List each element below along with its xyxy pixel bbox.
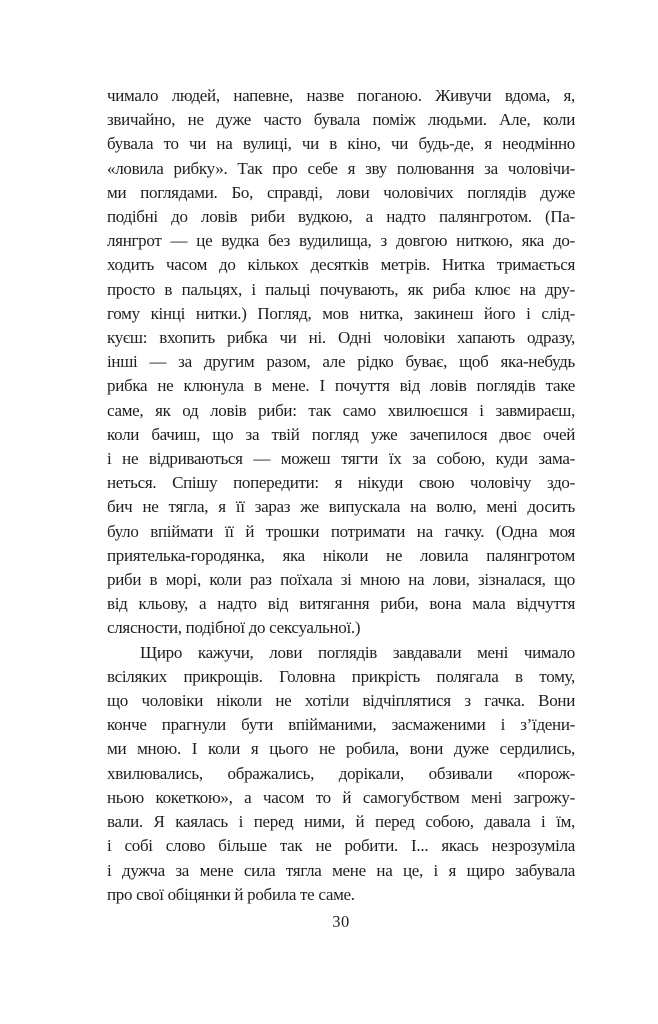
text-line: куєш: вхопить рибка чи ні. Одні чоловіки хапають одразу, — [107, 328, 575, 348]
text-line: було впіймати її й трошки потримати на гачку. (Одна моя — [107, 521, 575, 541]
text-line: всіляких прикрощів. Головна прикрість полягала в тому, — [107, 666, 575, 686]
text-line: ми поглядами. Бо, справді, лови чоловічих поглядів дуже — [107, 182, 575, 202]
text-line: саме, як од ловів риби: так само хвилюєшся і завмираєш, — [107, 400, 575, 420]
text-line: приятелька-городянка, яка ніколи не ловила палянгротом — [107, 545, 575, 565]
paragraph — [107, 641, 575, 907]
text-line: просто в пальцях, і пальці почувають, як риба клює на дру- — [107, 279, 575, 299]
text-line: Щиро кажучи, лови поглядів завдавали мені чимало — [140, 642, 575, 662]
text-line: лянгрот — це вудка без вудилища, з довгою ниткою, яка до- — [107, 231, 575, 251]
text-line: неться. Спішу попередити: я нікуди свою чоловічу здо- — [107, 473, 575, 493]
text-line: бич не тягла, я її зараз же випускала на волю, мені досить — [107, 497, 575, 517]
text-line: коли бачиш, що за твій погляд уже зачепилося двоє очей — [107, 424, 575, 444]
text-line: «ловила рибку». Так про себе я зву полювання за чоловічи- — [107, 158, 575, 178]
text-line: від кльову, а надто від витягання риби, вона мала відчуття — [107, 594, 575, 614]
text-line: і не відриваються — можеш тягти їх за собою, куди зама- — [107, 449, 575, 469]
text-line: звичайно, не дуже часто бувала поміж людьми. Але, коли — [107, 110, 575, 130]
text-line: подібні до ловів риби вудкою, а надто палянгротом. (Па- — [107, 207, 575, 227]
text-line: про свої обіцянки й робила те саме. — [107, 884, 355, 904]
text-line: і собі слово більше так не робити. І... якась незрозуміла — [107, 836, 575, 856]
text-line: конче прагнули бути впійманими, засмаженими і з’їдени- — [107, 715, 575, 735]
text-line: чимало людей, напевне, назве поганою. Живучи вдома, я, — [107, 86, 575, 105]
text-line: що чоловіки ніколи не хотіли відчіплятися з гачка. Вони — [107, 691, 575, 711]
paragraph — [107, 84, 575, 641]
text-line: хвилювались, ображались, дорікали, обзивали «порож- — [107, 763, 575, 783]
text-line: ходить часом до кількох десятків метрів. Нитка тримається — [107, 255, 575, 275]
text-line: бувала то чи на вулиці, чи в кіно, чи будь-де, я неодмінно — [107, 134, 575, 154]
text-line: ньою кокеткою», а часом то й самогубством мені загрожу- — [107, 787, 575, 807]
text-line: вали. Я каялась і перед ними, й перед собою, давала і їм, — [107, 812, 575, 832]
text-line: слясности, подібної до сексуальної.) — [107, 618, 361, 638]
text-line: риби в морі, коли раз поїхала зі мною на лови, зізналася, що — [107, 570, 575, 590]
text-line: рибка не клюнула в мене. І почуття від ловів поглядів таке — [107, 376, 575, 396]
text-line: і дужча за мене сила тягла мене на це, і я щиро забувала — [107, 860, 575, 880]
text-line: гому кінці нитки.) Погляд, мов нитка, закинеш його і слід- — [107, 303, 575, 323]
text-line: ми мною. І коли я цього не робила, вони дуже сердились, — [107, 739, 575, 759]
text-line: інші — за другим разом, але рідко буває, щоб яка-небудь — [107, 352, 575, 372]
page-text — [107, 84, 575, 907]
page-number: 30 — [332, 912, 350, 931]
